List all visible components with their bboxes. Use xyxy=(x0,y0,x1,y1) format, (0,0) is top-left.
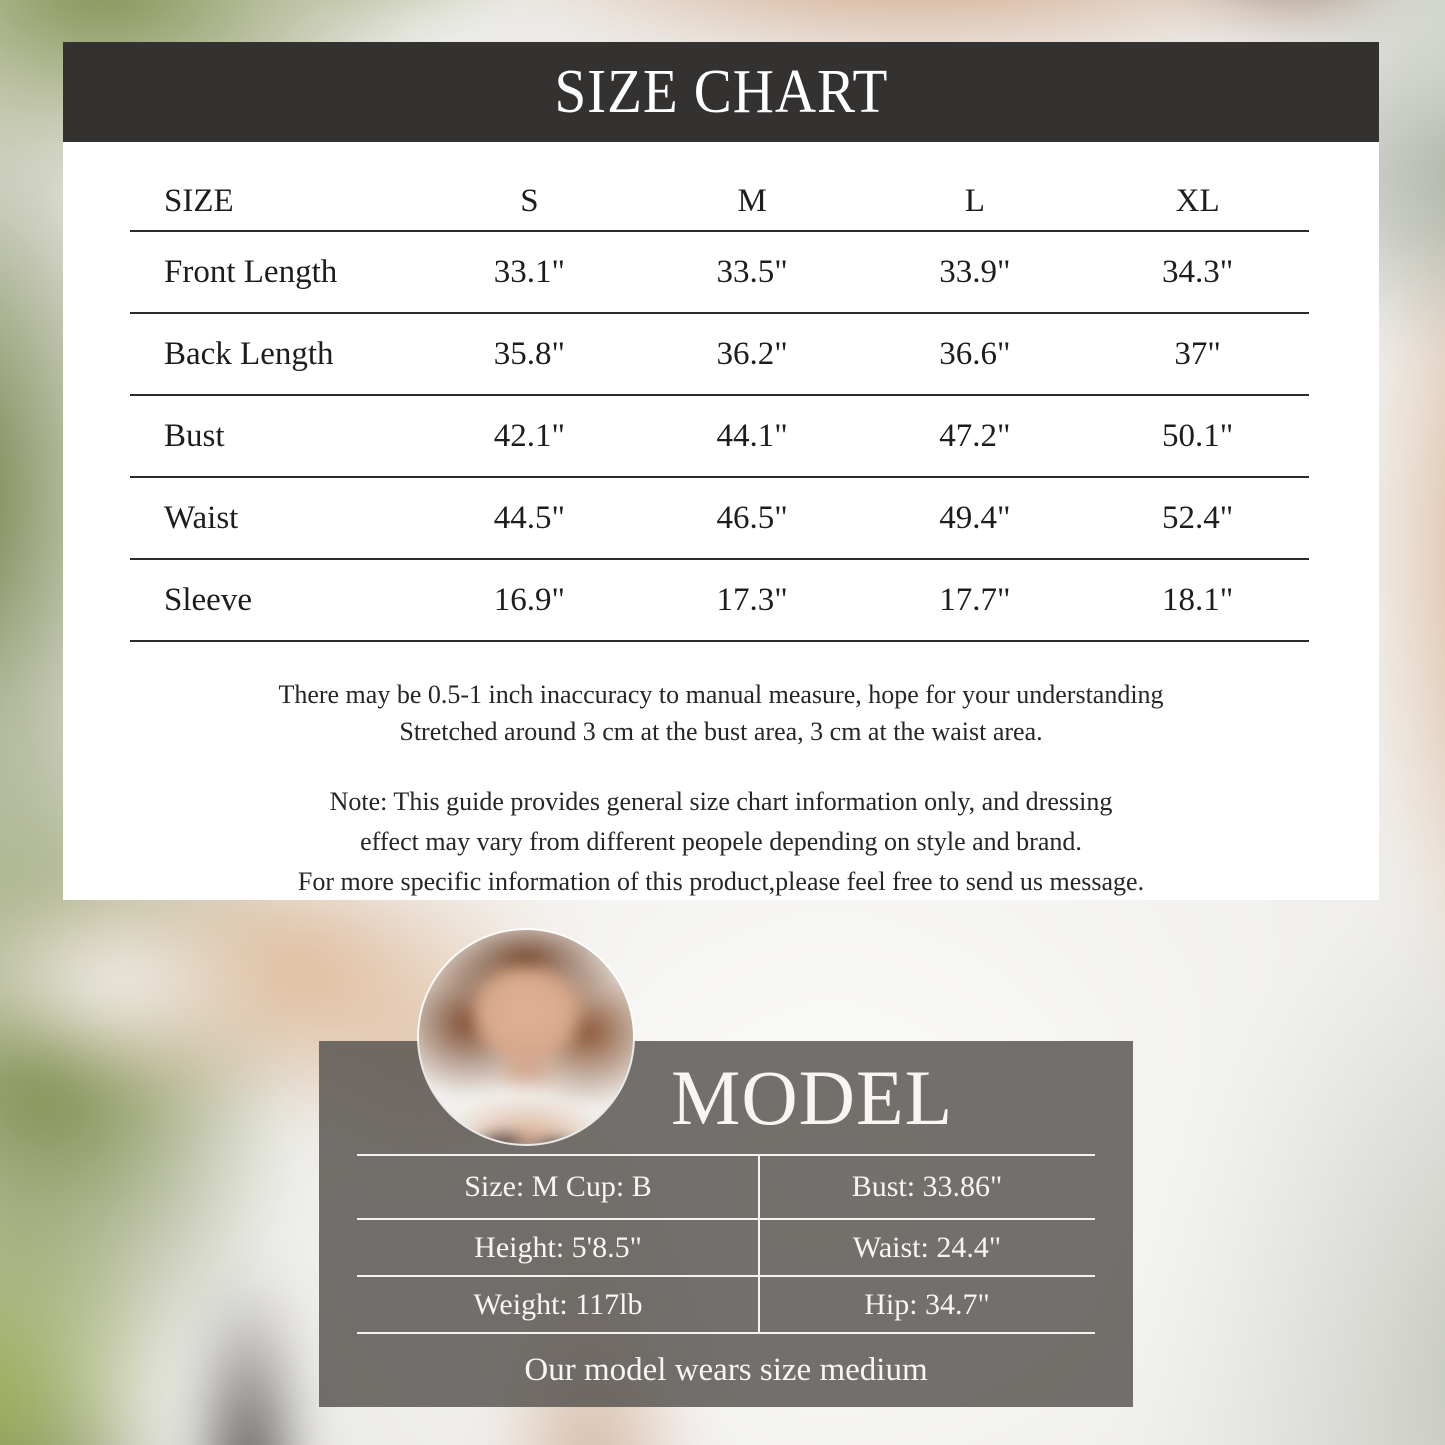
cell-value: 47.2" xyxy=(939,417,1011,454)
cell-value: 16.9" xyxy=(493,581,565,618)
column-header-s: S xyxy=(520,182,539,219)
cell-value: 44.1" xyxy=(716,417,788,454)
vertical-divider xyxy=(758,1156,760,1334)
model-bust: Bust: 33.86" xyxy=(851,1170,1003,1203)
cell-value: 50.1" xyxy=(1162,417,1234,454)
model-hip: Hip: 34.7" xyxy=(864,1287,990,1321)
size-chart-title: SIZE CHART xyxy=(554,57,888,126)
model-stats-row xyxy=(357,1220,1095,1277)
note-line-2: effect may vary from different peopele depending on style and brand. xyxy=(360,827,1082,856)
row-label: Bust xyxy=(164,417,225,454)
cell-value: 34.3" xyxy=(1162,253,1234,290)
model-size-cup: Size: M Cup: B xyxy=(464,1170,652,1203)
cell-value: 36.6" xyxy=(939,335,1011,372)
table-header-row xyxy=(130,172,1309,232)
size-table xyxy=(130,172,1309,642)
table-row-sleeve xyxy=(130,560,1309,642)
cell-value: 18.1" xyxy=(1162,581,1234,618)
row-label: Back Length xyxy=(164,335,334,372)
row-label: Waist xyxy=(164,499,239,536)
cell-value: 17.7" xyxy=(939,581,1011,618)
size-chart-card xyxy=(63,42,1379,900)
cell-value: 46.5" xyxy=(716,499,788,536)
model-stats-table xyxy=(357,1154,1095,1334)
table-row-back-length xyxy=(130,314,1309,396)
model-weight: Weight: 117lb xyxy=(473,1287,643,1321)
cell-value: 42.1" xyxy=(493,417,565,454)
measure-disclaimer xyxy=(83,676,1359,750)
note-line-3: For more specific information of this product,please feel free to send us message. xyxy=(297,867,1145,896)
cell-value: 17.3" xyxy=(716,581,788,618)
table-row-front-length xyxy=(130,232,1309,314)
model-portrait-art xyxy=(419,930,633,1144)
cell-value: 35.8" xyxy=(493,335,565,372)
note-line-1: Note: This guide provides general size chart information only, and dressing xyxy=(329,787,1113,816)
cell-value: 52.4" xyxy=(1162,499,1234,536)
model-title: MODEL xyxy=(671,1053,954,1141)
general-note xyxy=(83,782,1359,902)
row-label: Front Length xyxy=(164,253,338,290)
model-footer-note: Our model wears size medium xyxy=(524,1352,928,1388)
model-photo xyxy=(419,930,633,1144)
column-header-size: SIZE xyxy=(164,182,234,219)
notes-block xyxy=(63,676,1379,902)
cell-value: 49.4" xyxy=(939,499,1011,536)
cell-value: 33.9" xyxy=(939,253,1011,290)
size-chart-header-bar xyxy=(63,42,1379,142)
model-waist: Waist: 24.4" xyxy=(852,1230,1002,1264)
table-row-bust xyxy=(130,396,1309,478)
column-header-m: M xyxy=(737,182,767,219)
row-label: Sleeve xyxy=(164,581,252,618)
cell-value: 44.5" xyxy=(493,499,565,536)
column-header-xl: XL xyxy=(1175,182,1220,219)
table-row-waist xyxy=(130,478,1309,560)
disclaimer-line-2: Stretched around 3 cm at the bust area, 3 cm at the waist area. xyxy=(399,717,1043,746)
disclaimer-line-1: There may be 0.5-1 inch inaccuracy to manual measure, hope for your understanding xyxy=(278,680,1164,709)
model-stats-row xyxy=(357,1277,1095,1334)
cell-value: 37" xyxy=(1174,335,1221,372)
model-stats-row xyxy=(357,1156,1095,1220)
cell-value: 36.2" xyxy=(716,335,788,372)
cell-value: 33.5" xyxy=(716,253,788,290)
cell-value: 33.1" xyxy=(493,253,565,290)
column-header-l: L xyxy=(964,182,985,219)
model-height: Height: 5'8.5" xyxy=(474,1230,642,1264)
